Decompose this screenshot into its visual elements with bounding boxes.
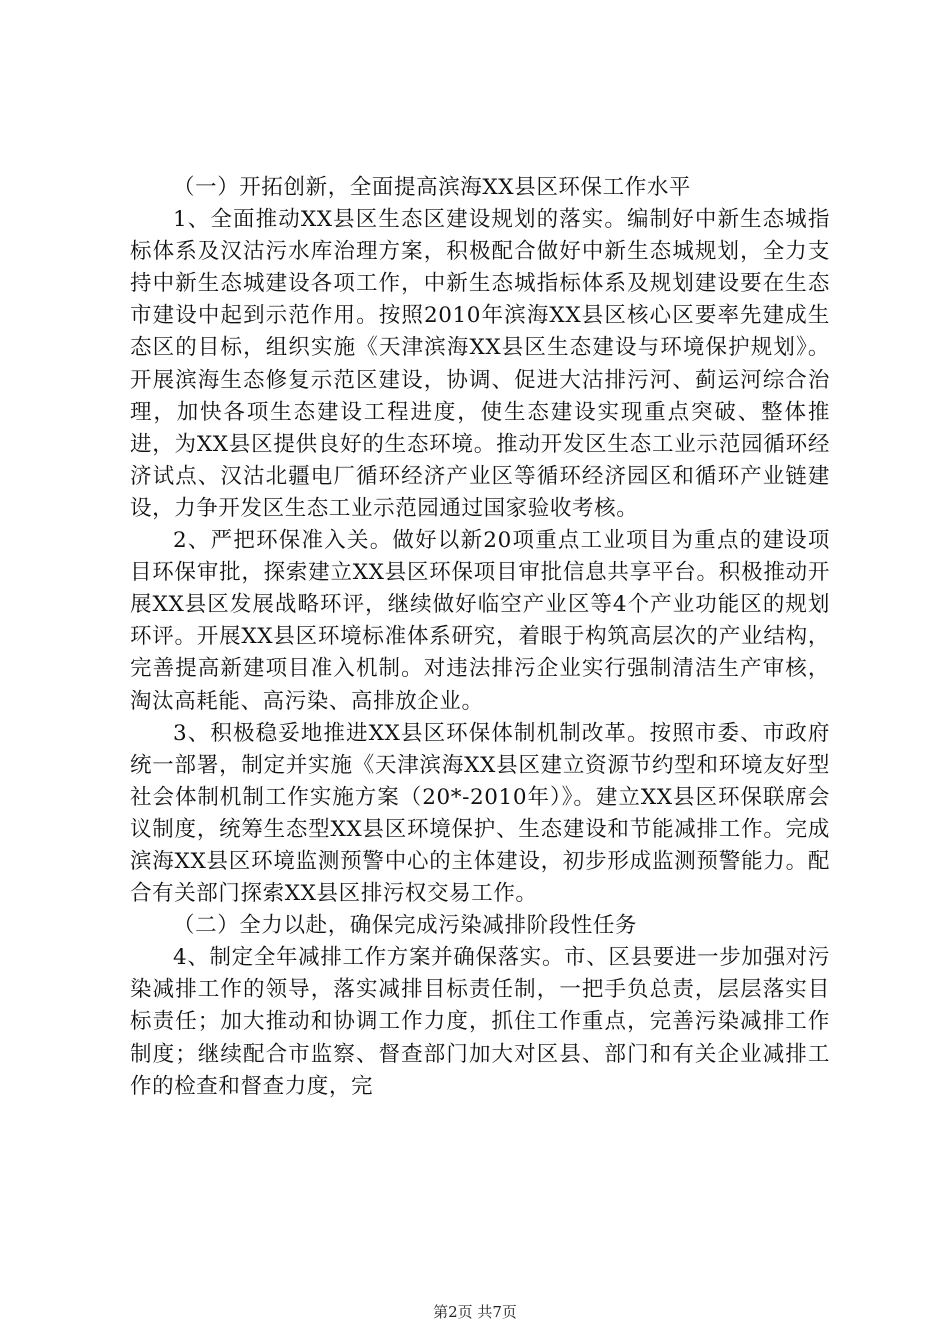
- paragraph-item-1: 1、全面推动XX县区生态区建设规划的落实。编制好中新生态城指标体系及汉沽污水库治理方案，积极配合做好中新生态城规划，全力支持中新生态城建设各项工作，中新生态城指标体系及规划建设要在生态市建设中起到示范作用。按照2010年滨海XX县区核心区要率先建成生态区的目标，组织实施《天津滨海XX县区生态建设与环境保护规划》。开展滨海生态修复示范区建设，协调、促进大沽排污河、蓟运河综合治理，加快各项生态建设工程进度，使生态建设实现重点突破、整体推进，为XX县区提供良好的生态环境。推动开发区生态工业示范园循环经济试点、汉沽北疆电厂循环经济产业区等循环经济园区和循环产业链建设，力争开发区生态工业示范园通过国家验收考核。: [130, 207, 830, 521]
- document-body: [130, 172, 830, 1103]
- page-footer: 第2页 共7页: [433, 1303, 517, 1321]
- section-heading-2: （二）全力以赴，确保完成污染减排阶段性任务: [173, 913, 638, 939]
- paragraph-item-3: 3、积极稳妥地推进XX县区环保体制机制改革。按照市委、市政府统一部署，制定并实施《天津滨海XX县区建立资源节约型和环境友好型社会体制机制工作实施方案（20*-2010年）》。建立XX县区环保联席会议制度，统筹生态型XX县区环境保护、生态建设和节能减排工作。完成滨海XX县区环境监测预警中心的主体建设，初步形成监测预警能力。配合有关部门探索XX县区排污权交易工作。: [130, 720, 830, 907]
- section-heading-1: （一）开拓创新，全面提高滨海XX县区环保工作水平: [173, 175, 692, 200]
- paragraph-item-4: 4、制定全年减排工作方案并确保落实。市、区县要进一步加强对污染减排工作的领导，落实减排目标责任制，一把手负总责，层层落实目标责任；加大推动和协调工作力度，抓住工作重点，完善污染减排工作制度；继续配合市监察、督查部门加大对区县、部门和有关企业减排工作的检查和督查力度，完: [130, 945, 830, 1099]
- paragraph-item-2: 2、严把环保准入关。做好以新20项重点工业项目为重点的建设项目环保审批，探索建立XX县区环保项目审批信息共享平台。积极推动开展XX县区发展战略环评，继续做好临空产业区等4个产业功能区的规划环评。开展XX县区环境标准体系研究，着眼于构筑高层次的产业结构，完善提高新建项目准入机制。对违法排污企业实行强制清洁生产审核，淘汰高耗能、高污染、高排放企业。: [130, 528, 830, 714]
